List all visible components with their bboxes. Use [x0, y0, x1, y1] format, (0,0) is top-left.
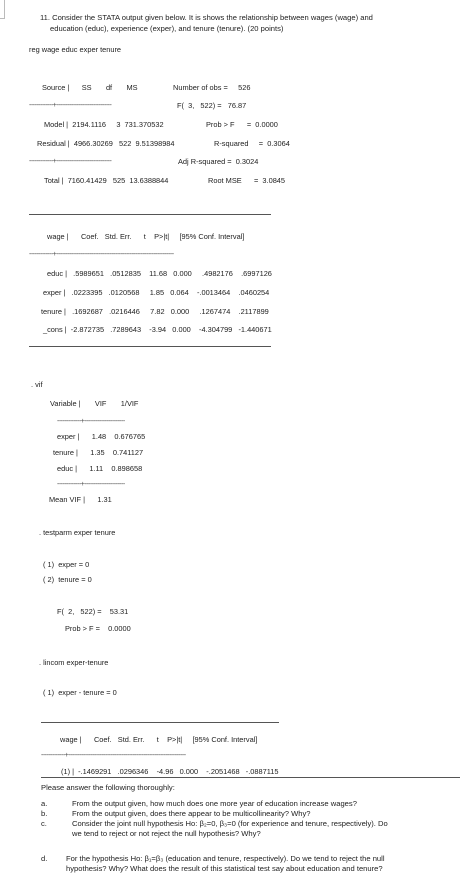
lincom-bottom-rule: [41, 777, 460, 778]
model-row: Model | 2194.1116 3 731.370532: [44, 120, 164, 129]
vif-row-educ: educ | 1.11 0.898658: [57, 464, 143, 473]
testparm-command: . testparm exper tenure: [39, 528, 116, 537]
question-line-1: 11. Consider the STATA output given below. It is shows the relationship between wages (wage) and: [40, 13, 373, 22]
adj-r-squared-stat: Adj R-squared = 0.3024: [178, 157, 259, 166]
vif-row-exper: exper | 1.48 0.676765: [57, 432, 146, 441]
total-row: Total | 7160.41429 525 13.6388844: [44, 176, 169, 185]
lincom-row: (1) | -.1469291 .0296346 -4.96 0.000 -.2051468 -.0887115: [61, 767, 279, 776]
coef-row-educ: educ | .5989651 .0512835 11.68 0.000 .4982176 .6997126: [47, 269, 272, 278]
question-line-2: education (educ), experience (exper), and tenure (tenure). (20 points): [50, 24, 284, 33]
answer-d-label: d.: [41, 854, 48, 863]
vif-command: . vif: [31, 380, 43, 389]
r-squared-stat: R-squared = 0.3064: [214, 139, 290, 148]
answer-b-text: From the output given, does there appear to be multicollinearity? Why?: [72, 809, 311, 818]
answer-c-text-1: Consider the joint null hypothesis Ho: β₂=0, β₃=0 (for experience and tenure, respectively). Do: [72, 819, 388, 828]
anova-header: Source | SS df MS: [42, 83, 138, 92]
f-stat: F( 3, 522) = 76.87: [177, 101, 247, 110]
anova-separator-2: -------------+------------------------------: [29, 158, 112, 165]
residual-row: Residual | 4966.30269 522 9.51398984: [37, 139, 175, 148]
regress-command: reg wage educ exper tenure: [29, 45, 122, 54]
answer-a-text: From the output given, how much does one more year of education increase wages?: [72, 799, 357, 808]
coef-row-exper: exper | .0223395 .0120568 1.85 0.064 -.0013464 .0460254: [43, 288, 270, 297]
vif-separator-2: -------------+----------------------: [57, 481, 125, 488]
nobs-stat: Number of obs = 526: [173, 83, 251, 92]
testparm-hypothesis-1: ( 1) exper = 0: [43, 560, 90, 569]
anova-separator-1: -------------+------------------------------: [29, 102, 112, 109]
lincom-header: wage | Coef. Std. Err. t P>|t| [95% Conf. Interval]: [60, 735, 258, 744]
testparm-hypothesis-2: ( 2) tenure = 0: [43, 575, 92, 584]
coef-row-cons: _cons | -2.872735 .7289643 -3.94 0.000 -4.304799 -1.440671: [43, 325, 272, 334]
root-mse-stat: Root MSE = 3.0845: [208, 176, 286, 185]
answer-c-label: c.: [41, 819, 47, 828]
answer-b-label: b.: [41, 809, 48, 818]
testparm-prob: Prob > F = 0.0000: [65, 624, 131, 633]
answer-a-label: a.: [41, 799, 48, 808]
prob-f-stat: Prob > F = 0.0000: [206, 120, 278, 129]
coef-row-tenure: tenure | .1692687 .0216446 7.82 0.000 .1267474 .2117899: [41, 307, 269, 316]
coef-header: wage | Coef. Std. Err. t P>|t| [95% Conf. Interval]: [47, 232, 245, 241]
coef-separator: -------------+----------------------------------------------------------------: [29, 251, 174, 258]
page-corner-mark: [0, 0, 5, 19]
coef-top-rule: [29, 214, 271, 215]
vif-separator: -------------+----------------------: [57, 418, 125, 425]
lincom-hypothesis: ( 1) exper - tenure = 0: [43, 688, 117, 697]
testparm-f-stat: F( 2, 522) = 53.31: [57, 607, 129, 616]
answer-c-text-2: we tend to reject or not reject the null hypothesis? Why?: [72, 829, 261, 838]
lincom-top-rule: [41, 722, 279, 723]
answers-intro: Please answer the following thoroughly:: [41, 783, 175, 792]
coef-bottom-rule: [29, 346, 271, 347]
vif-row-tenure: tenure | 1.35 0.741127: [53, 448, 144, 457]
lincom-separator: -------------+----------------------------------------------------------------: [41, 752, 186, 759]
lincom-command: . lincom exper-tenure: [39, 658, 109, 667]
answer-d-text-2: hypothesis? Why? What does the result of this statistical test say about education and tenure?: [66, 864, 383, 873]
vif-header: Variable | VIF 1/VIF: [50, 399, 139, 408]
answer-d-text-1: For the hypothesis Ho: β₁=β₃ (education and tenure, respectively). Do we tend to reject the null: [66, 854, 385, 863]
vif-mean: Mean VIF | 1.31: [49, 495, 112, 504]
